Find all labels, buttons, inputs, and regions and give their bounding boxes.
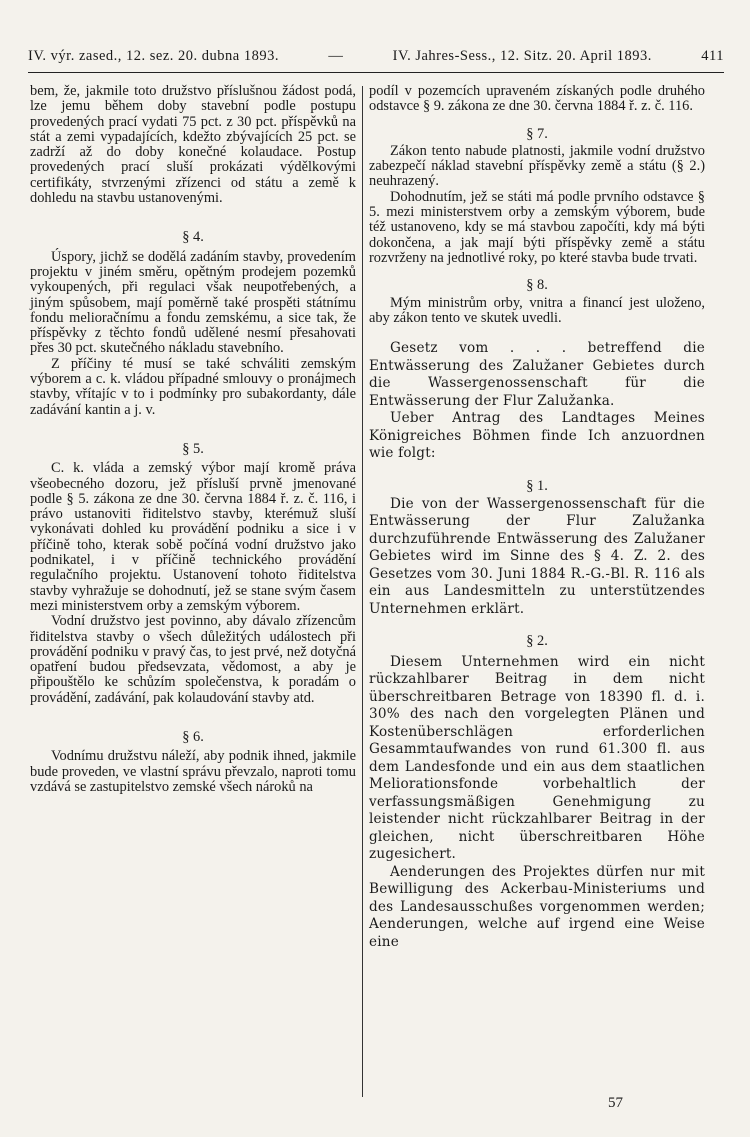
header-separator: — — [328, 48, 344, 64]
running-header — [28, 48, 724, 65]
header-czech: IV. výr. zased., 12. sez. 20. dubna 1893. — [28, 48, 279, 64]
section-heading: § 8. — [526, 277, 548, 294]
section-heading: § 4. — [182, 229, 204, 246]
section-heading: § 6. — [182, 728, 204, 745]
paragraph: Z příčiny té musí se také schváliti zemským výborem a c. k. vládou případné smlouvy o pronájmech stavby, vřítajíc v to i podmínky pro subakordanty, dále zadávání kantin a j. v. — [30, 355, 356, 418]
paragraph: Úspory, jichž se dodělá zadáním stavby, provedením projektu v jiném směru, opětným prodejem pozemků vykoupených, při regulaci však neupotřebených, a jiným spůsobem, mají poměrně také prospěti státnímu fondu melioračnímu a fondu zemskému, a sice tak, že příspěvky z těchto fondů udělené nesmí přesahovati přes 30 pct. skutečného nákladu stavebního. — [30, 248, 356, 357]
paragraph: Vodnímu družstvu náleží, aby podnik ihned, jakmile bude proveden, ve vlastní správu převzalo, naproti tomu vzdává se zastupitelstvo zemské všech nároků na — [30, 748, 356, 795]
paragraph: podíl v pozemcích upraveném získaných podle druhého odstavce § 9. zákona ze dne 30. června 1884 ř. z. č. 116. — [369, 83, 705, 115]
paragraph: C. k. vláda a zemský výbor mají kromě práva všeobecného dozoru, jež přísluší prvně jmenované podle § 5. zákona ze dne 30. června 1884 ř. z. č. 116, i právo ustanoviti řiditelstvo stavby, kterémuž sluší vykonávati dohled ku provádění podniku a sice i v příčině toho, kterak sobě počíná vodní družstvo jako podnikatel, i v příčině technického provádění regulačního projektu. Ustanovení tohoto řiditelstva stavby vyhražuje se dohodnutí, jež se stane svým časem mezi ministerstvem orby a zemským výborem. — [30, 460, 356, 614]
czech-column — [30, 84, 356, 795]
german-law-title: Gesetz vom . . . betreffend die Entwässerung des Zalužaner Gebietes durch die Wassergenossenschaft für die Entwässerung der Flur Zalužanka. — [369, 340, 705, 409]
header-rule — [28, 72, 724, 73]
paragraph: Dohodnutím, jež se státi má podle prvního odstavce § 5. mezi ministerstvem orby a zemským výborem, bude též ustanoveno, kdy se má stavbou započíti, kdy má býti dokončena, a jak mají býti příspěvky země a státu rozvrženy na jednotlivé roky, po které stavba bude trvati. — [369, 188, 705, 266]
column-divider — [362, 86, 363, 1097]
paragraph: Mým ministrům orby, vnitra a financí jest uloženo, aby zákon tento ve skutek uvedli. — [369, 294, 705, 326]
german-intro: Ueber Antrag des Landtages Meines Königreiches Böhmen finde Ich anzuordnen wie folgt: — [369, 410, 705, 462]
header-german: IV. Jahres-Sess., 12. Sitz. 20. April 1893. — [392, 48, 652, 64]
section-heading: § 1. — [526, 477, 548, 494]
paragraph: bem, že, jakmile toto družstvo příslušnou žádost podá, lze jemu během doby stavební podle postupu provedených prací vydati 75 pct. z 30 pct. příspěvků na stát a zemi vypadajících, kdežto zbývajících 25 pct. se zadrží až do doby konečné kolaudace. Postup provedených prací sluší prokázati výdělkovými certifikáty, stvrzenými zřízenci od státu a země k dohledu na stavbu ustanovenými. — [30, 83, 356, 207]
bilingual-column — [369, 84, 705, 951]
paragraph: Die von der Wassergenossenschaft für die Entwässerung der Flur Zalužanka durchzuführende Entwässerung des Zalužaner Gebietes wird im Sinne des § 4. Z. 2. des Gesetzes vom 30. Juni 1884 R.-G.-Bl. R. 116 als ein aus Landesmitteln zu unterstützendes Unternehmen erklärt. — [369, 495, 705, 617]
signature-mark: 57 — [608, 1095, 623, 1111]
paragraph: Vodní družstvo jest povinno, aby dávalo zřízencům řiditelstva stavby o všech důležitých událostech při provádění podniku v pravý čas, to jest prvé, než dotyčná opatření budou předsevzata, vědomost, a aby je připouštělo ke schůzím společenstva, k poradám o provádění, zadávání, pak kolaudování stavby atd. — [30, 613, 356, 706]
section-heading: § 5. — [182, 440, 204, 457]
section-heading: § 2. — [526, 633, 548, 650]
page-number: 411 — [701, 48, 724, 64]
paragraph: Diesem Unternehmen wird ein nicht rückzahlbarer Beitrag in dem nicht überschreitbaren Betrage von 18390 fl. d. i. 30% des nach den vorgelegten Plänen und Kostenüberschlägen erforderlichen Gesammtaufwandes von rund 61.300 fl. aus dem Landesfonde und ein aus dem staatlichen Meliorationsfonde vorbehaltlich der verfassungsmäßigen Genehmigung zu leistender nicht rückzahlbarer Beitrag in der gleichen, nicht überschreitbaren Höhe zugesichert. — [369, 653, 705, 863]
paragraph: Zákon tento nabude platnosti, jakmile vodní družstvo zabezpečí náklad stavební příspěvky země a státu (§ 2.) neuhrazený. — [369, 142, 705, 190]
section-heading: § 7. — [526, 125, 548, 142]
paragraph: Aenderungen des Projektes dürfen nur mit Bewilligung des Ackerbau-Ministeriums und des Landesausschußes vorgenommen werden; Aenderungen, welche auf irgend eine Weise eine — [369, 863, 705, 950]
